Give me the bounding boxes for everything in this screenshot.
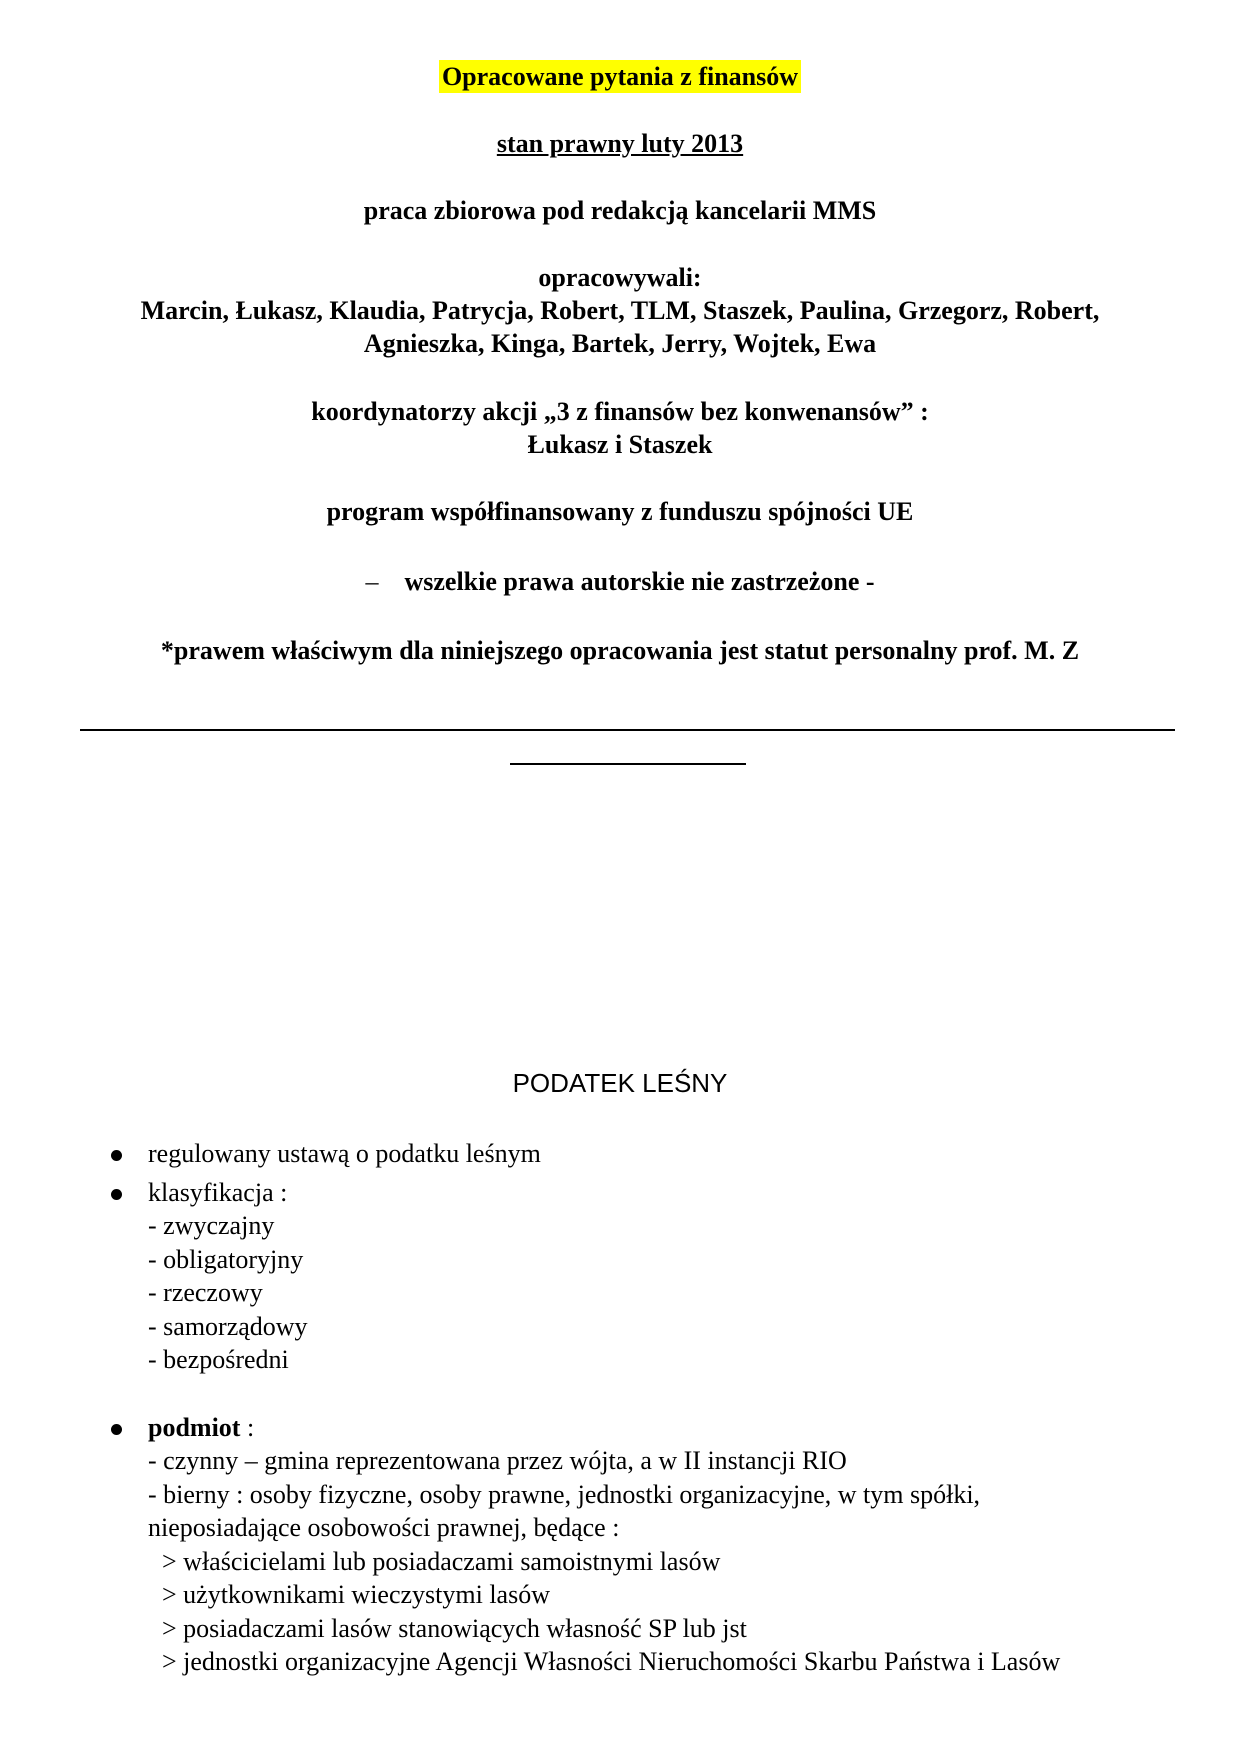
classification-entry: - rzeczowy [148,1278,263,1307]
rights-note: wszelkie prawa autorskie nie zastrzeżone - [404,567,875,596]
bullet-icon [111,1189,122,1200]
bullet-list [0,1137,1240,1679]
classification-entry: - obligatoryjny [148,1244,304,1274]
collective-work: praca zbiorowa pod redakcją kancelarii MMS [363,196,877,225]
law-note: *prawem właściwym dla niniejszego opracowania jest statut personalny prof. M. Z [160,636,1080,665]
short-rule [510,763,746,765]
list-item-text: regulowany ustawą o podatku leśnym [148,1139,541,1168]
subject-label: podmiot [148,1412,241,1442]
list-item-classification [0,1176,1240,1377]
authors-line-2: Agnieszka, Kinga, Bartek, Jerry, Wojtek, Ewa [363,329,877,358]
subject-arrow-entry: > jednostki organizacyjne Agencji Własności Nieruchomości Skarbu Państwa i Lasów [162,1647,1061,1676]
classification-entry: - bezpośredni [148,1345,289,1374]
rights-block [0,565,1240,598]
subject-arrow-entry: > posiadaczami lasów stanowiących własność SP lub jst [162,1613,747,1643]
list-item-regulation [0,1137,1240,1171]
bullet-icon [111,1150,122,1161]
classification-entry: - zwyczajny [148,1211,275,1240]
coordinators-names: Łukasz i Staszek [527,430,713,459]
bullet-icon [111,1424,122,1435]
subject-arrow-entry: > użytkownikami wieczystymi lasów [162,1580,550,1609]
classification-entry: - samorządowy [148,1311,308,1341]
section-heading: PODATEK LEŚNY [512,1068,728,1098]
horizontal-rule [80,729,1175,731]
list-item-subject [0,1411,1240,1679]
subject-colon: : [240,1412,255,1442]
authors-label: opracowywali: [538,263,702,292]
subject-active: - czynny – gmina reprezentowana przez wójta, a w II instancji RIO [148,1446,847,1475]
subject-arrow-entry: > właścicielami lub posiadaczami samoistnymi lasów [162,1546,721,1576]
title-block [0,60,1240,93]
coordinators-label: koordynatorzy akcji „3 z finansów bez konwenansów” : [311,397,929,426]
authors-line-1: Marcin, Łukasz, Klaudia, Patrycja, Robert, TLM, Staszek, Paulina, Grzegorz, Robert, [140,296,1100,325]
subject-passive-continued: nieposiadające osobowości prawnej, będące : [148,1513,620,1542]
cofinancing-note: program współfinansowany z funduszu spójności UE [326,497,914,526]
subject-passive: - bierny : osoby fizyczne, osoby prawne, jednostki organizacyjne, w tym spółki, [148,1479,981,1509]
authors-block [0,261,1240,360]
legal-state: stan prawny luty 2013 [496,129,744,158]
list-item-text: klasyfikacja : [148,1177,288,1207]
rights-dash: – [365,567,379,596]
legal-state-block [0,127,1240,160]
coordinators-block [0,395,1240,461]
document-title: Opracowane pytania z finansów [439,60,801,93]
